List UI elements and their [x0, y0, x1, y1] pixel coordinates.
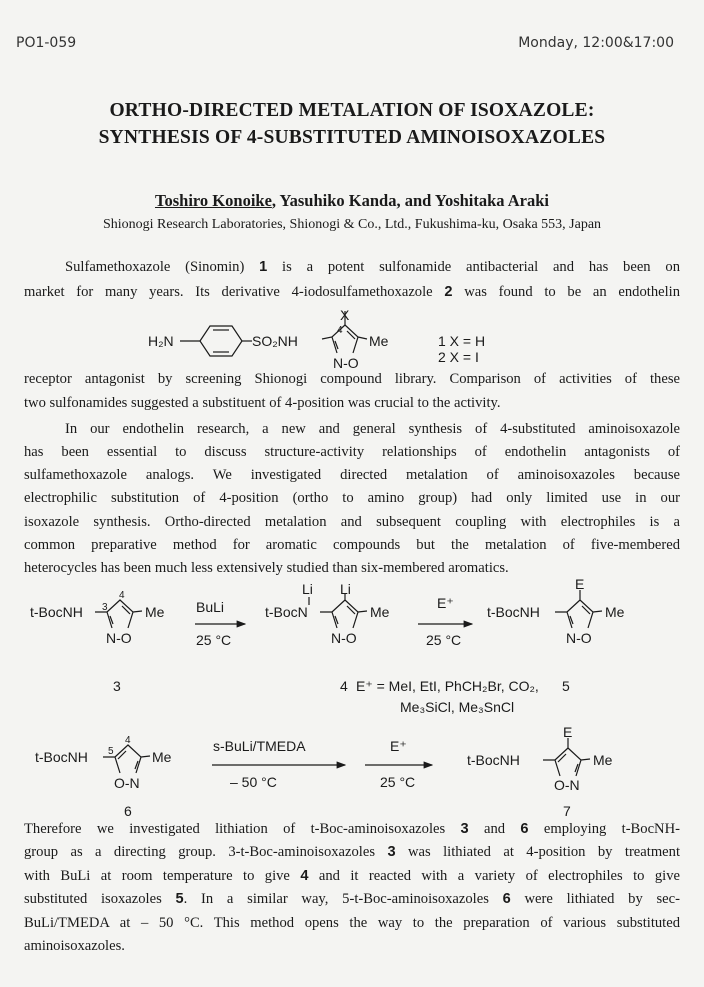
text-run: and — [468, 821, 521, 837]
ring-atoms: N-O — [106, 630, 132, 646]
text-run: In our endothelin research, a new and general synthesis of 4-substituted aminoisoxazole — [65, 421, 680, 437]
title-line-1: ORTHO-DIRECTED METALATION OF ISOXAZOLE: — [109, 100, 595, 121]
text-run: was lithiated at 4-position by treatment — [395, 844, 680, 860]
session-time: Monday, 12:00&17:00 — [518, 35, 674, 51]
ring-atoms: O-N — [554, 777, 580, 793]
compound-label-7: 7 — [563, 803, 571, 819]
compound-label-5: 5 — [562, 678, 570, 694]
compound-number: 3 — [460, 821, 469, 837]
compound-number: 2 — [444, 284, 453, 300]
abstract-code: PO1-059 — [16, 35, 77, 51]
compound-number: 5 — [175, 891, 184, 907]
boc-amino: t-BocNH — [30, 604, 83, 620]
lithium: Li — [340, 581, 351, 597]
position-5: 5 — [108, 746, 114, 757]
condition: 25 °C — [426, 632, 462, 648]
text-run: were lithiated by sec- — [510, 891, 680, 907]
electrophile-list: E⁺ = MeI, EtI, PhCH₂Br, CO₂, — [356, 678, 539, 694]
electrophile-e: E — [575, 576, 585, 592]
boc-amino: t-BocNH — [487, 604, 540, 620]
text-run: group as a directing group. 3-t-Boc-aminoisoxazoles — [24, 844, 388, 860]
compound-number: 1 — [259, 259, 268, 275]
compound-1-def: 1 X = H — [438, 333, 486, 349]
author: Yasuhiko Kanda — [279, 191, 397, 210]
boc-amide: t-BocN — [265, 604, 308, 620]
compound-number: 3 — [387, 844, 396, 860]
compound-2-def: 2 X = I — [438, 349, 479, 365]
substituent-x: X — [340, 307, 350, 323]
compound-number: 6 — [502, 891, 511, 907]
text-run: heterocycles has been much less extensively studied than six-membered aromatics. — [24, 560, 509, 576]
reagent: BuLi — [196, 599, 225, 615]
text-run: substituted isoxazoles — [24, 891, 176, 907]
compound-label-6: 6 — [124, 803, 132, 819]
text-run: isoxazole synthesis. Ortho-directed metalation and subsequent coupling with electrophiles is a — [24, 514, 680, 530]
affiliation: Shionogi Research Laboratories, Shionogi & Co., Ltd., Fukushima-ku, Osaka 553, Japan — [102, 217, 602, 232]
text-run: with BuLi at room temperature to give — [24, 868, 301, 884]
text-run: was found to be an endothelin — [452, 284, 681, 300]
text-run: BuLi/TMEDA at – 50 °C. This method opens the way to the preparation of various substituted — [24, 915, 680, 931]
condition: 25 °C — [380, 774, 416, 790]
scheme-1 — [30, 576, 625, 715]
structure-sulfamethoxazole — [148, 307, 485, 371]
compound-label-3: 3 — [113, 678, 121, 694]
text-run: employing t-BocNH- — [528, 821, 680, 837]
condition: – 50 °C — [230, 774, 277, 790]
electrophile-list: Me₃SiCl, Me₃SnCl — [400, 699, 515, 715]
text-run: electrophilic substitution of 4-position (ortho to amino group) had only limited use in our — [24, 490, 680, 506]
condition: 25 °C — [196, 632, 232, 648]
ring-atoms: N-O — [331, 630, 357, 646]
position-4: 4 — [119, 590, 125, 601]
amine-group: H₂N — [148, 333, 174, 349]
text-run: market for many years. Its derivative 4-iodosulfamethoxazole — [24, 284, 445, 300]
position-3: 3 — [102, 602, 108, 613]
methyl: Me — [152, 749, 172, 765]
methyl: Me — [369, 333, 389, 349]
compound-label-4: 4 — [340, 678, 348, 694]
ring-atoms: O-N — [114, 775, 140, 791]
text-run: aminoisoxazoles. — [24, 938, 125, 954]
author: Yoshitaka Araki — [434, 191, 550, 210]
title-line-2: SYNTHESIS OF 4-SUBSTITUTED AMINOISOXAZOLES — [98, 127, 606, 148]
electrophile-e: E — [563, 724, 573, 740]
text-run: common preparative method for aromatic compounds but the metalation of five-membered — [24, 537, 680, 553]
author-sep: , — [271, 191, 280, 210]
position-4: 4 — [125, 735, 131, 746]
ring-atoms: N-O — [333, 355, 359, 371]
methyl: Me — [370, 604, 390, 620]
methyl: Me — [593, 752, 613, 768]
text-run: Therefore we investigated lithiation of t-Boc-aminoisoxazoles — [24, 821, 461, 837]
scheme-2 — [35, 724, 613, 819]
text-run: Sulfamethoxazole (Sinomin) — [65, 259, 260, 275]
boc-amino: t-BocNH — [35, 749, 88, 765]
compound-number: 4 — [300, 868, 309, 884]
boc-amino: t-BocNH — [467, 752, 520, 768]
position-label: 4 — [337, 325, 343, 336]
author-sep: , and — [396, 191, 435, 210]
text-run: is a potent sulfonamide antibacterial and has been on — [267, 259, 680, 275]
text-run: two sulfonamides suggested a substituent of 4-position was crucial to the activity. — [24, 395, 501, 411]
reagent: E⁺ — [437, 595, 454, 611]
lithium: Li — [302, 581, 313, 597]
text-run: . In a similar way, 5-t-Boc-aminoisoxazoles — [183, 891, 503, 907]
reagent: E⁺ — [390, 738, 407, 754]
reagent: s-BuLi/TMEDA — [213, 738, 306, 754]
methyl: Me — [605, 604, 625, 620]
methyl: Me — [145, 604, 165, 620]
text-run: sulfamethoxazole analogs. We investigated directed metalation of aminoisoxazoles because — [24, 467, 680, 483]
text-run: and it reacted with a variety of electrophiles to give — [308, 868, 680, 884]
text-run: has been essential to discuss structure-activity relationships of endothelin antagonists of — [24, 444, 680, 460]
text-run: receptor antagonist by screening Shionogi compound library. Comparison of activities of these — [24, 371, 680, 387]
sulfonamide-group: SO₂NH — [252, 333, 298, 349]
author-presenting: Toshiro Konoike — [154, 191, 272, 210]
compound-number: 6 — [520, 821, 529, 837]
ring-atoms: N-O — [566, 630, 592, 646]
